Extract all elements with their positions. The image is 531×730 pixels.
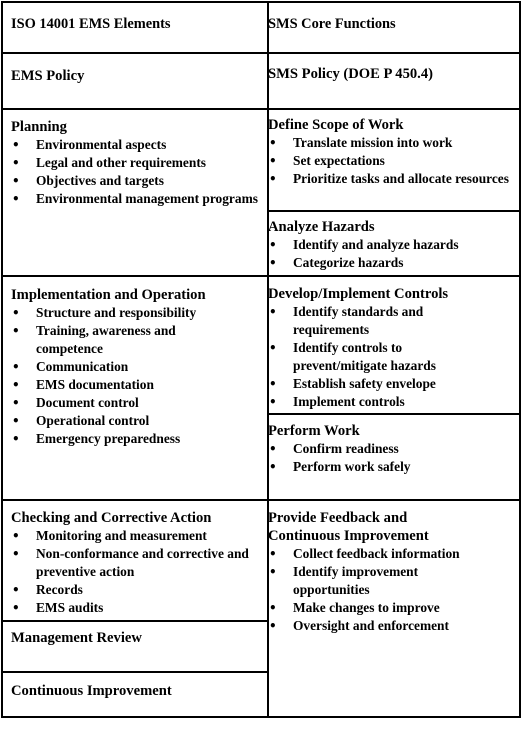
ems-continuous-improvement: Continuous Improvement (11, 683, 172, 699)
list-item: • Translate mission into work (268, 134, 516, 152)
section-title: Perform Work (268, 423, 360, 439)
list-item: • Establish safety envelope (268, 375, 516, 393)
list-item: • Prioritize tasks and allocate resources (268, 170, 516, 188)
list-item: • Document control (11, 394, 259, 412)
bullet-list (11, 304, 259, 448)
list-item: • EMS audits (11, 599, 259, 617)
list-item: • Environmental management programs (11, 190, 259, 208)
section-title: Implementation and Operation (11, 287, 206, 303)
list-item: • Emergency preparedness (11, 430, 259, 448)
sms-perform-section (268, 422, 516, 476)
section-title: Checking and Corrective Action (11, 510, 212, 526)
section-title: Provide Feedback and Continuous Improvement (268, 510, 429, 544)
list-item: • Set expectations (268, 152, 516, 170)
list-item: • Implement controls (268, 393, 516, 411)
list-item: • Non-conformance and corrective and preventive action (11, 545, 259, 581)
row-divider-planning (3, 275, 519, 277)
list-item: • Operational control (11, 412, 259, 430)
row-divider-define (269, 210, 521, 212)
row-divider-checking (3, 620, 267, 622)
section-title: Planning (11, 119, 67, 135)
header-ems-elements: ISO 14001 EMS Elements (11, 16, 171, 32)
list-item: • Confirm readiness (268, 440, 516, 458)
ems-checking-section (11, 509, 259, 617)
section-title: Define Scope of Work (268, 117, 404, 133)
list-item: • Perform work safely (268, 458, 516, 476)
section-title: Analyze Hazards (268, 219, 375, 235)
list-item: • Training, awareness and competence (11, 322, 211, 358)
list-item: • Communication (11, 358, 259, 376)
list-item: • Make changes to improve (268, 599, 516, 617)
list-item: • Objectives and targets (11, 172, 259, 190)
list-item: • Environmental aspects (11, 136, 259, 154)
bullet-list (11, 136, 259, 208)
list-item: • Identify and analyze hazards (268, 236, 516, 254)
bullet-list (268, 440, 516, 476)
bullet-list (268, 303, 516, 411)
list-item: • Identify standards and requirements (268, 303, 443, 339)
ems-planning-section (11, 118, 259, 208)
sms-develop-section (268, 285, 516, 411)
header-sms-functions: SMS Core Functions (268, 16, 396, 32)
row-divider-header (3, 52, 519, 54)
list-item: • Identify controls to prevent/mitigate hazards (268, 339, 478, 375)
list-item: • Legal and other requirements (11, 154, 259, 172)
sms-policy: SMS Policy (DOE P 450.4) (268, 66, 433, 82)
row-divider-policy (3, 108, 519, 110)
section-title: Develop/Implement Controls (268, 286, 449, 302)
list-item: • Monitoring and measurement (11, 527, 259, 545)
ems-policy: EMS Policy (11, 68, 85, 84)
list-item: • EMS documentation (11, 376, 259, 394)
bullet-list (268, 134, 516, 188)
sms-analyze-section (268, 218, 516, 272)
list-item: • Records (11, 581, 259, 599)
row-divider-develop (269, 413, 521, 415)
list-item: • Categorize hazards (268, 254, 516, 272)
bullet-list (268, 236, 516, 272)
ems-implementation-section (11, 286, 259, 448)
ems-management-review: Management Review (11, 630, 142, 646)
list-item: • Identify improvement opportunities (268, 563, 443, 599)
row-divider-review (3, 671, 267, 673)
list-item: • Collect feedback information (268, 545, 516, 563)
bullet-list (268, 545, 516, 635)
sms-define-section (268, 116, 516, 188)
list-item: • Structure and responsibility (11, 304, 259, 322)
list-item: • Oversight and enforcement (268, 617, 516, 635)
bullet-list (11, 527, 259, 617)
row-divider-implementation (3, 499, 519, 501)
sms-feedback-section (268, 509, 516, 635)
